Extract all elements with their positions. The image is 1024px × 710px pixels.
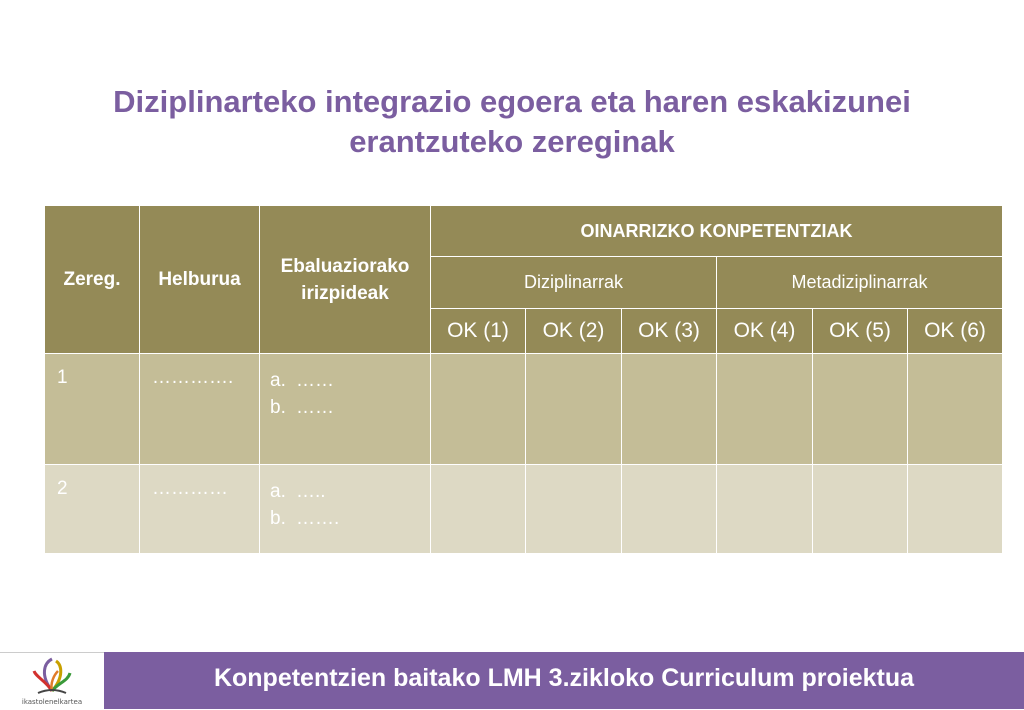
header-ok-3: OK (3): [622, 309, 717, 354]
header-ok-5: OK (5): [813, 309, 908, 354]
header-zereg: Zereg.: [45, 206, 140, 354]
header-metadiziplinarrak: Metadiziplinarrak: [717, 257, 1003, 309]
header-helburua: Helburua: [140, 206, 260, 354]
criterion-item: a. …..: [270, 481, 326, 502]
footer-bar: [104, 652, 1024, 709]
slide-title: [60, 82, 964, 162]
header-ebaluazio: [260, 206, 431, 354]
row-criteria: [260, 465, 431, 554]
criterion-item: b. ……: [270, 397, 334, 418]
header-ok-6: OK (6): [908, 309, 1003, 354]
competences-table: [44, 205, 1003, 554]
table-row: [45, 465, 1003, 554]
row-ok-cell: [908, 465, 1003, 554]
row-ok-cell: [813, 354, 908, 465]
row-ok-cell: [622, 354, 717, 465]
ikastolen-logo-icon: [0, 653, 104, 699]
header-ok-2: OK (2): [526, 309, 622, 354]
row-ok-cell: [622, 465, 717, 554]
row-ok-cell: [813, 465, 908, 554]
row-ok-cell: [908, 354, 1003, 465]
footer-title: Konpetentzien baitako LMH 3.zikloko Curriculum proiektua: [213, 664, 915, 692]
header-oinarrizko: OINARRIZKO KONPETENTZIAK: [431, 206, 1003, 257]
slide-title-line-2: erantzuteko zereginak: [349, 124, 675, 159]
slide-title-line-1: Diziplinarteko integrazio egoera eta haren eskakizunei: [113, 84, 911, 119]
header-diziplinarrak: Diziplinarrak: [431, 257, 717, 309]
criterion-item: b. …….: [270, 508, 340, 529]
header-ok-1: OK (1): [431, 309, 526, 354]
header-ebaluazio-line-1: Ebaluaziorako: [280, 255, 410, 277]
row-helburua: ………….: [140, 354, 260, 465]
row-criteria: [260, 354, 431, 465]
logo-text: ikastolenelkartea: [21, 698, 83, 706]
footer-logo: [0, 652, 104, 710]
header-ebaluazio-line-2: irizpideak: [301, 282, 389, 304]
row-ok-cell: [431, 354, 526, 465]
table-row: [45, 354, 1003, 465]
row-helburua: …………: [140, 465, 260, 554]
row-zereg: 2: [45, 465, 140, 554]
criterion-item: a. ……: [270, 370, 334, 391]
row-ok-cell: [526, 354, 622, 465]
row-zereg: 1: [45, 354, 140, 465]
row-ok-cell: [526, 465, 622, 554]
row-ok-cell: [431, 465, 526, 554]
row-ok-cell: [717, 465, 813, 554]
header-ok-4: OK (4): [717, 309, 813, 354]
row-ok-cell: [717, 354, 813, 465]
